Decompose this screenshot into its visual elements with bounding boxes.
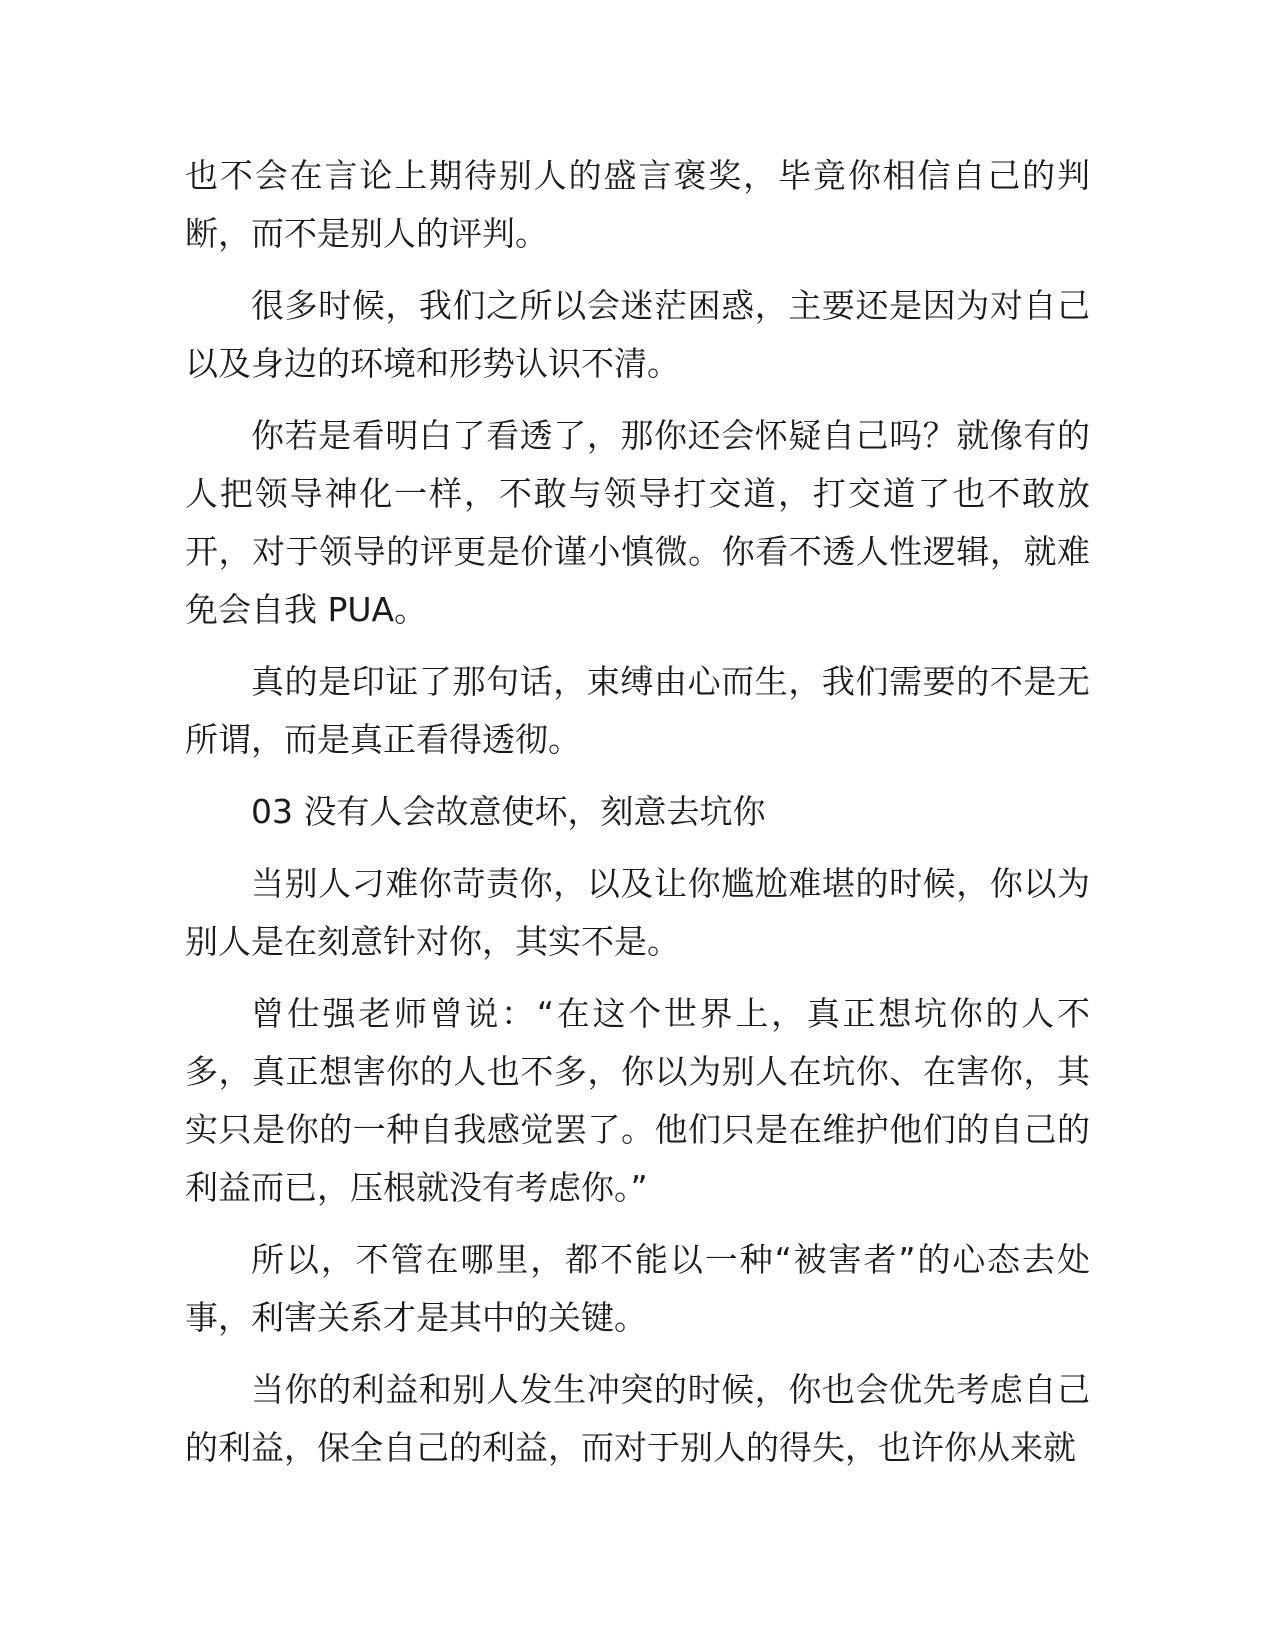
- section-heading: 03 没有人会故意使坏，刻意去坑你: [251, 792, 766, 831]
- paragraph-continuation: 也不会在言论上期待别人的盛言褒奖，毕竟你相信自己的判断，而不是别人的评判。: [185, 156, 1090, 253]
- paragraph: 当别人刁难你苛责你，以及让你尴尬难堪的时候，你以为别人是在刻意针对你，其实不是。: [185, 864, 1090, 961]
- paragraph: 真的是印证了那句话，束缚由心而生，我们需要的不是无所谓，而是真正看得透彻。: [185, 662, 1090, 759]
- paragraph: 曾仕强老师曾说：“在这个世界上，真正想坑你的人不多，真正想害你的人也不多，你以为别人在坑你、在害你，其实只是你的一种自我感觉罢了。他们只是在维护他们的自己的利益而已，压根就没有考虑你。”: [185, 994, 1090, 1207]
- document-body: [185, 147, 1090, 1491]
- paragraph: 所以，不管在哪里，都不能以一种“被害者”的心态去处事，利害关系才是其中的关键。: [185, 1240, 1090, 1337]
- paragraph: 当你的利益和别人发生冲突的时候，你也会优先考虑自己的利益，保全自己的利益，而对于别人的得失，也许你从来就: [185, 1370, 1090, 1467]
- paragraph: 很多时候，我们之所以会迷茫困惑，主要还是因为对自己以及身边的环境和形势认识不清。: [185, 286, 1090, 383]
- paragraph: 你若是看明白了看透了，那你还会怀疑自己吗？就像有的人把领导神化一样，不敢与领导打交道，打交道了也不敢放开，对于领导的评更是价谨小慎微。你看不透人性逻辑，就难免会自我 PUA。: [185, 416, 1090, 629]
